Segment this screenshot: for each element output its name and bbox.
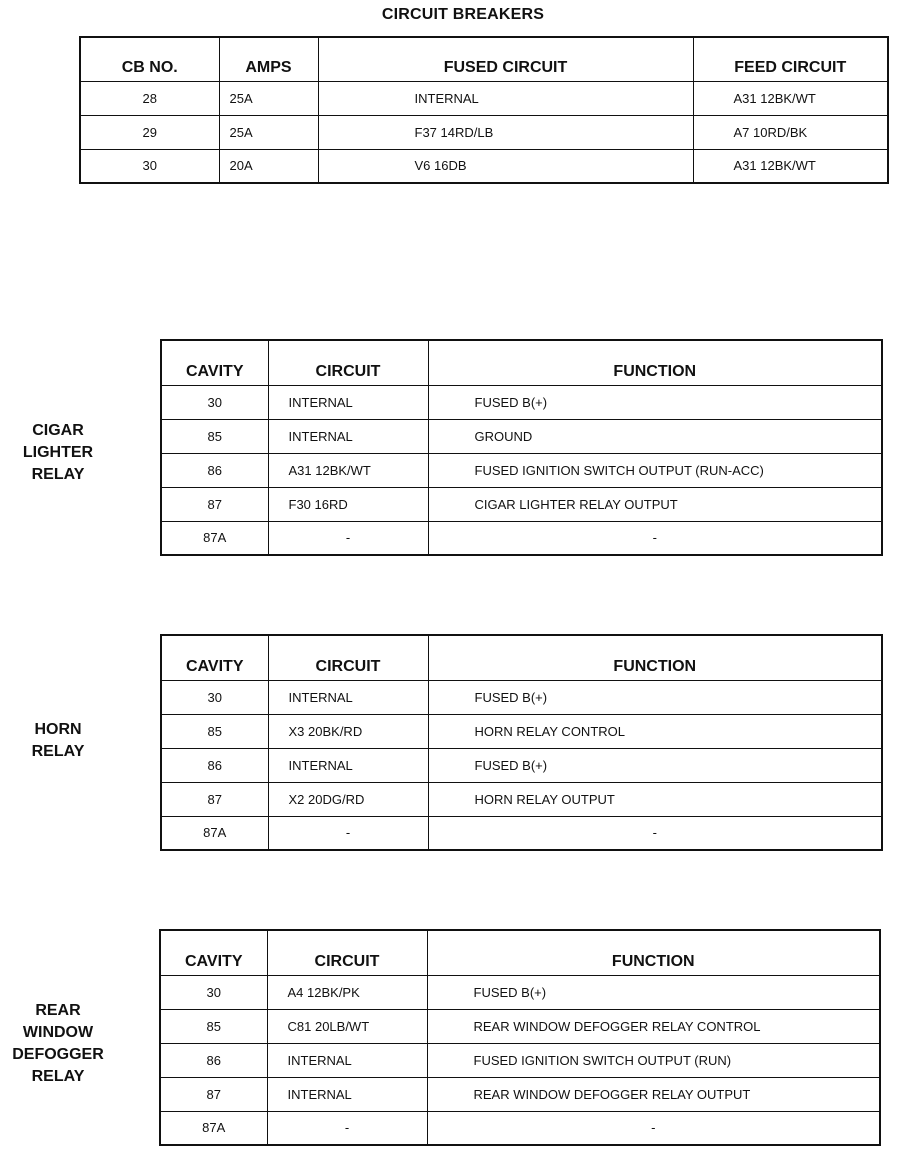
circuit-cell: A31 12BK/WT: [268, 453, 428, 487]
function-cell: FUSED B(+): [427, 975, 880, 1009]
label-line: REAR: [35, 1002, 81, 1019]
cigar-lighter-relay-table: [160, 339, 883, 556]
function-cell: CIGAR LIGHTER RELAY OUTPUT: [428, 487, 882, 521]
col-header-circuit: CIRCUIT: [268, 340, 428, 385]
circuit-cell: -: [268, 521, 428, 555]
circuit-cell: -: [268, 816, 428, 850]
circuit-cell: F30 16RD: [268, 487, 428, 521]
circuit-cell: X3 20BK/RD: [268, 714, 428, 748]
amps-cell: 25A: [219, 115, 318, 149]
function-cell: FUSED B(+): [428, 748, 882, 782]
table-row: [160, 1009, 880, 1043]
table-row: [161, 748, 882, 782]
horn-relay-label: [3, 719, 113, 763]
circuit-cell: X2 20DG/RD: [268, 782, 428, 816]
cavity-cell: 85: [160, 1009, 267, 1043]
col-header-cb-no: CB NO.: [80, 37, 219, 81]
table-row: [161, 680, 882, 714]
table-row: [161, 782, 882, 816]
circuit-cell: INTERNAL: [268, 385, 428, 419]
amps-cell: 25A: [219, 81, 318, 115]
table-row: [160, 1111, 880, 1145]
function-cell: REAR WINDOW DEFOGGER RELAY OUTPUT: [427, 1077, 880, 1111]
table-row: [161, 419, 882, 453]
circuit-cell: INTERNAL: [268, 748, 428, 782]
col-header-function: FUNCTION: [428, 340, 882, 385]
feed-circuit-cell: A7 10RD/BK: [693, 115, 888, 149]
cavity-cell: 87: [161, 782, 268, 816]
table-row: [161, 487, 882, 521]
circuit-cell: INTERNAL: [268, 419, 428, 453]
table-header-row: [160, 930, 880, 975]
table-row: [80, 149, 888, 183]
fused-circuit-cell: F37 14RD/LB: [318, 115, 693, 149]
cavity-cell: 85: [161, 714, 268, 748]
col-header-cavity: CAVITY: [161, 340, 268, 385]
col-header-feed-circuit: FEED CIRCUIT: [693, 37, 888, 81]
col-header-cavity: CAVITY: [161, 635, 268, 680]
cavity-cell: 86: [161, 453, 268, 487]
cavity-cell: 87: [160, 1077, 267, 1111]
circuit-cell: INTERNAL: [267, 1077, 427, 1111]
label-line: RELAY: [31, 466, 85, 483]
horn-relay-table: [160, 634, 883, 851]
cb-no-cell: 28: [80, 81, 219, 115]
label-line: LIGHTER: [22, 444, 94, 461]
table-row: [80, 115, 888, 149]
circuit-cell: A4 12BK/PK: [267, 975, 427, 1009]
function-cell: HORN RELAY OUTPUT: [428, 782, 882, 816]
rear-window-defogger-relay-table: [159, 929, 881, 1146]
cavity-cell: 30: [161, 680, 268, 714]
fused-circuit-cell: INTERNAL: [318, 81, 693, 115]
function-cell: -: [428, 816, 882, 850]
function-cell: FUSED IGNITION SWITCH OUTPUT (RUN-ACC): [428, 453, 882, 487]
cavity-cell: 87: [161, 487, 268, 521]
function-cell: REAR WINDOW DEFOGGER RELAY CONTROL: [427, 1009, 880, 1043]
cavity-cell: 87A: [160, 1111, 267, 1145]
cavity-cell: 86: [161, 748, 268, 782]
table-row: [161, 453, 882, 487]
col-header-circuit: CIRCUIT: [267, 930, 427, 975]
label-line: HORN: [34, 721, 82, 738]
table-row: [160, 1043, 880, 1077]
cavity-cell: 30: [160, 975, 267, 1009]
function-cell: -: [427, 1111, 880, 1145]
label-line: DEFOGGER: [12, 1046, 104, 1063]
table-row: [80, 81, 888, 115]
col-header-fused-circuit: FUSED CIRCUIT: [318, 37, 693, 81]
col-header-function: FUNCTION: [428, 635, 882, 680]
function-cell: -: [428, 521, 882, 555]
table-row: [160, 975, 880, 1009]
table-header-row: [80, 37, 888, 81]
function-cell: FUSED IGNITION SWITCH OUTPUT (RUN): [427, 1043, 880, 1077]
table-header-row: [161, 635, 882, 680]
function-cell: FUSED B(+): [428, 385, 882, 419]
label-line: RELAY: [31, 743, 85, 760]
col-header-cavity: CAVITY: [160, 930, 267, 975]
cavity-cell: 85: [161, 419, 268, 453]
table-row: [161, 816, 882, 850]
circuit-cell: INTERNAL: [267, 1043, 427, 1077]
circuit-cell: -: [267, 1111, 427, 1145]
cigar-lighter-relay-label: [3, 420, 113, 486]
circuit-cell: INTERNAL: [268, 680, 428, 714]
circuit-cell: C81 20LB/WT: [267, 1009, 427, 1043]
cb-no-cell: 30: [80, 149, 219, 183]
cavity-cell: 86: [160, 1043, 267, 1077]
table-row: [161, 521, 882, 555]
table-row: [161, 714, 882, 748]
feed-circuit-cell: A31 12BK/WT: [693, 81, 888, 115]
cb-no-cell: 29: [80, 115, 219, 149]
table-header-row: [161, 340, 882, 385]
circuit-breakers-table: [79, 36, 889, 184]
label-line: WINDOW: [22, 1024, 94, 1041]
table-row: [160, 1077, 880, 1111]
cavity-cell: 87A: [161, 521, 268, 555]
label-line: CIGAR: [32, 422, 84, 439]
table-row: [161, 385, 882, 419]
function-cell: GROUND: [428, 419, 882, 453]
cavity-cell: 87A: [161, 816, 268, 850]
cavity-cell: 30: [161, 385, 268, 419]
col-header-function: FUNCTION: [427, 930, 880, 975]
rear-window-defogger-relay-label: [3, 1000, 113, 1088]
col-header-amps: AMPS: [219, 37, 318, 81]
function-cell: FUSED B(+): [428, 680, 882, 714]
feed-circuit-cell: A31 12BK/WT: [693, 149, 888, 183]
fused-circuit-cell: V6 16DB: [318, 149, 693, 183]
amps-cell: 20A: [219, 149, 318, 183]
circuit-breakers-title: CIRCUIT BREAKERS: [381, 6, 545, 23]
function-cell: HORN RELAY CONTROL: [428, 714, 882, 748]
label-line: RELAY: [31, 1068, 85, 1085]
col-header-circuit: CIRCUIT: [268, 635, 428, 680]
